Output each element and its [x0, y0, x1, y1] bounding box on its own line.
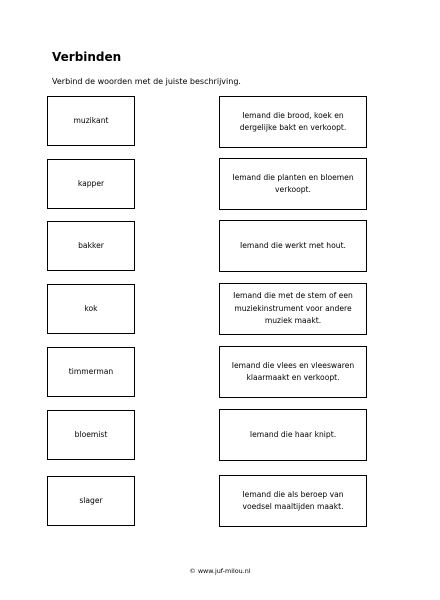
word-card[interactable]: timmerman	[47, 347, 135, 397]
word-card[interactable]: bloemist	[47, 410, 135, 460]
word-card[interactable]: muzikant	[47, 96, 135, 146]
copyright-footer: © www.juf-milou.nl	[189, 567, 251, 575]
page-title: Verbinden	[52, 50, 122, 64]
word-card[interactable]: kok	[47, 284, 135, 334]
description-card[interactable]: Iemand die als beroep van voedsel maaltijden maakt.	[219, 475, 367, 527]
description-card[interactable]: Iemand die brood, koek en dergelijke bakt en verkoopt.	[219, 96, 367, 148]
description-card[interactable]: Iemand die planten en bloemen verkoopt.	[219, 158, 367, 210]
instruction-text: Verbind de woorden met de juiste beschrijving.	[52, 77, 241, 86]
description-card[interactable]: Iemand die met de stem of een muziekinstrument voor andere muziek maakt.	[219, 283, 367, 335]
description-card[interactable]: Iemand die haar knipt.	[219, 409, 367, 461]
word-card[interactable]: bakker	[47, 221, 135, 271]
description-card[interactable]: Iemand die werkt met hout.	[219, 220, 367, 272]
word-card[interactable]: slager	[47, 476, 135, 526]
word-card[interactable]: kapper	[47, 159, 135, 209]
description-card[interactable]: Iemand die vlees en vleeswaren klaarmaakt en verkoopt.	[219, 346, 367, 398]
